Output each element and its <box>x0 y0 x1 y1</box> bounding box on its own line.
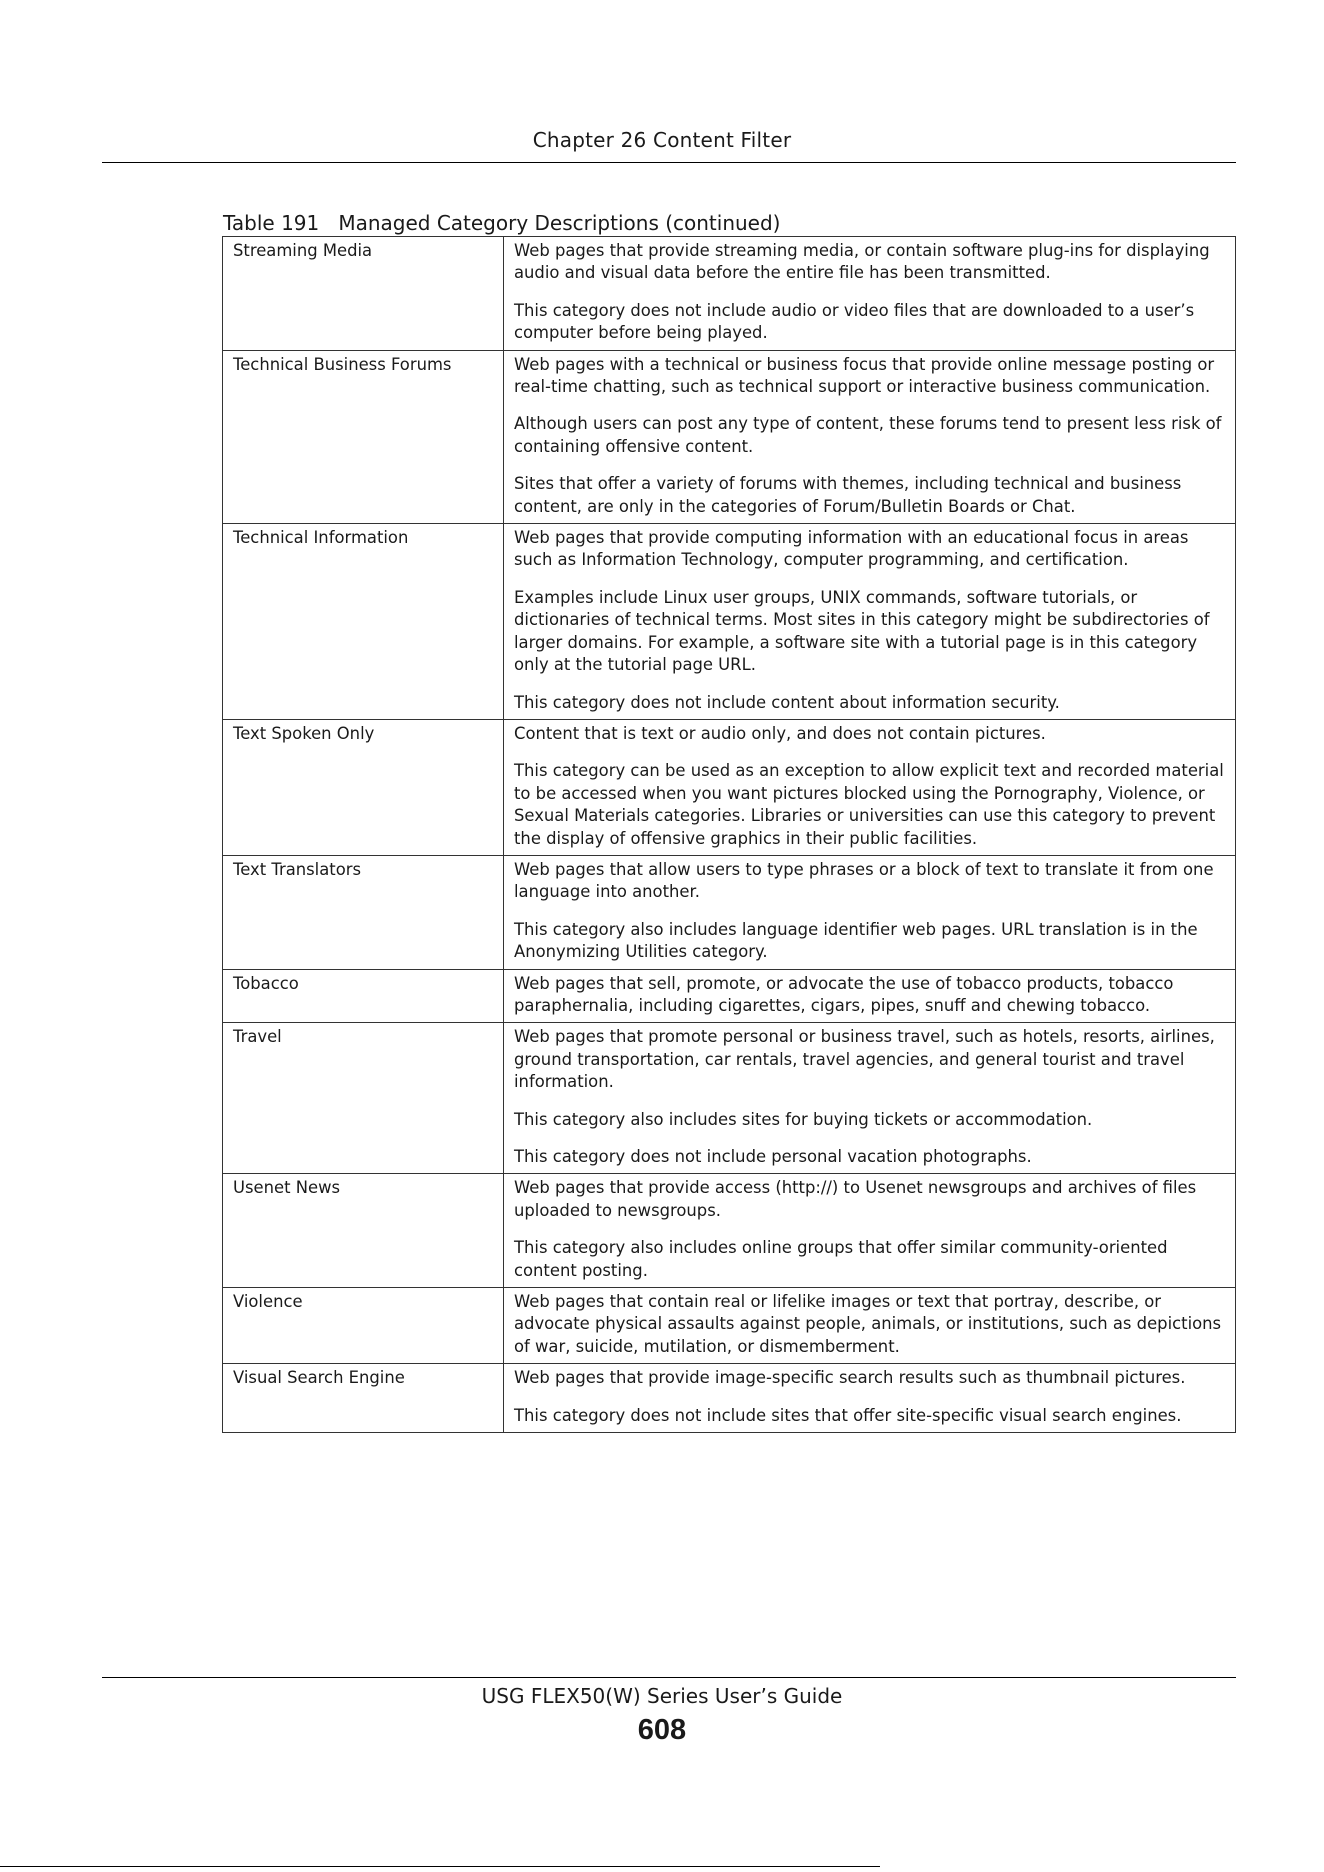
category-name: Text Translators <box>223 855 504 969</box>
description-paragraph: Web pages that provide image-specific search results such as thumbnail pictures. <box>514 1368 1186 1388</box>
description-paragraph: This category also includes sites for buying tickets or accommodation. <box>514 1109 1093 1129</box>
table-row <box>223 1288 1236 1364</box>
table-row <box>223 1023 1236 1174</box>
category-table-body <box>223 237 1236 1433</box>
category-name: Travel <box>223 1023 504 1174</box>
description-paragraph: Web pages that provide streaming media, or contain software plug-ins for displaying audio and visual data before the entire file has been transmitted. <box>514 241 1210 283</box>
category-table-container <box>222 236 1236 1433</box>
category-description <box>504 1288 1236 1364</box>
description-paragraph: This category also includes online groups that offer similar community-oriented content posting. <box>514 1238 1168 1280</box>
description-paragraph: Sites that offer a variety of forums with themes, including technical and business content, are only in the categories of Forum/Bulletin Boards or Chat. <box>514 474 1182 516</box>
category-name: Technical Information <box>223 524 504 720</box>
table-row <box>223 969 1236 1023</box>
category-description <box>504 855 1236 969</box>
category-name: Tobacco <box>223 969 504 1023</box>
description-paragraph: Web pages that promote personal or business travel, such as hotels, resorts, airlines, ground transportation, car rentals, travel agencies, and general tourist and travel information. <box>514 1027 1215 1092</box>
description-paragraph: This category does not include content about information security. <box>514 692 1060 712</box>
table-row <box>223 719 1236 855</box>
description-paragraph: Examples include Linux user groups, UNIX commands, software tutorials, or dictionaries of technical terms. Most sites in this category might be subdirectories of larger domains. For example, a software site with a tutorial page is in this category only at the tutorial page URL. <box>514 587 1210 675</box>
table-row <box>223 1174 1236 1288</box>
table-row <box>223 855 1236 969</box>
description-paragraph: This category does not include audio or video files that are downloaded to a user’s computer before being played. <box>514 300 1195 343</box>
description-paragraph: Content that is text or audio only, and does not contain pictures. <box>514 723 1046 743</box>
category-name: Violence <box>223 1288 504 1364</box>
table-row <box>223 1364 1236 1433</box>
table-row <box>223 524 1236 720</box>
footer-divider <box>102 1677 1236 1678</box>
category-description <box>504 1023 1236 1174</box>
category-description <box>504 719 1236 855</box>
category-name: Visual Search Engine <box>223 1364 504 1433</box>
table-caption: Table 191 Managed Category Descriptions (continued) <box>223 211 781 235</box>
category-description <box>504 969 1236 1023</box>
table-row <box>223 237 1236 351</box>
category-description <box>504 524 1236 720</box>
category-name: Technical Business Forums <box>223 350 504 523</box>
description-paragraph: Web pages with a technical or business focus that provide online message posting or real-time chatting, such as technical support or interactive business communication. <box>514 354 1215 397</box>
category-description <box>504 1364 1236 1433</box>
category-table <box>222 236 1236 1433</box>
description-paragraph: Web pages that provide computing information with an educational focus in areas such as Information Technology, computer programming, and certification. <box>514 528 1189 570</box>
description-paragraph: This category does not include personal vacation photographs. <box>514 1147 1032 1166</box>
category-name: Streaming Media <box>223 237 504 351</box>
category-name: Text Spoken Only <box>223 719 504 855</box>
page-number: 608 <box>637 1714 687 1746</box>
description-paragraph: Web pages that contain real or lifelike images or text that portray, describe, or advocate physical assaults against people, animals, or institutions, such as depictions of war, suicide, mutilation, or dismemberment. <box>514 1292 1222 1356</box>
description-paragraph: This category does not include sites that offer site-specific visual search engines. <box>514 1405 1182 1425</box>
category-description <box>504 350 1236 523</box>
description-paragraph: Web pages that allow users to type phrases or a block of text to translate it from one language into another. <box>514 859 1214 902</box>
chapter-header: Chapter 26 Content Filter <box>532 128 792 152</box>
header-divider <box>102 162 1236 163</box>
description-paragraph: Web pages that sell, promote, or advocate the use of tobacco products, tobacco paraphernalia, including cigarettes, cigars, pipes, snuff and chewing tobacco. <box>514 973 1174 1015</box>
description-paragraph: Although users can post any type of content, these forums tend to present less risk of containing offensive content. <box>514 414 1222 456</box>
guide-title: USG FLEX50(W) Series User’s Guide <box>481 1684 843 1708</box>
category-description <box>504 1174 1236 1288</box>
description-paragraph: This category also includes language identifier web pages. URL translation is in the Anonymizing Utilities category. <box>514 919 1198 962</box>
description-paragraph: This category can be used as an exception to allow explicit text and recorded material to be accessed when you want pictures blocked using the Pornography, Violence, or Sexual Materials categories. Libraries or universities can use this category to prevent the display of offensive graphics in their public facilities. <box>514 761 1224 848</box>
description-paragraph: Web pages that provide access (http://) to Usenet newsgroups and archives of files uploaded to newsgroups. <box>514 1178 1197 1220</box>
table-row <box>223 350 1236 523</box>
bottom-divider <box>0 1866 880 1867</box>
category-description <box>504 237 1236 351</box>
category-name: Usenet News <box>223 1174 504 1288</box>
